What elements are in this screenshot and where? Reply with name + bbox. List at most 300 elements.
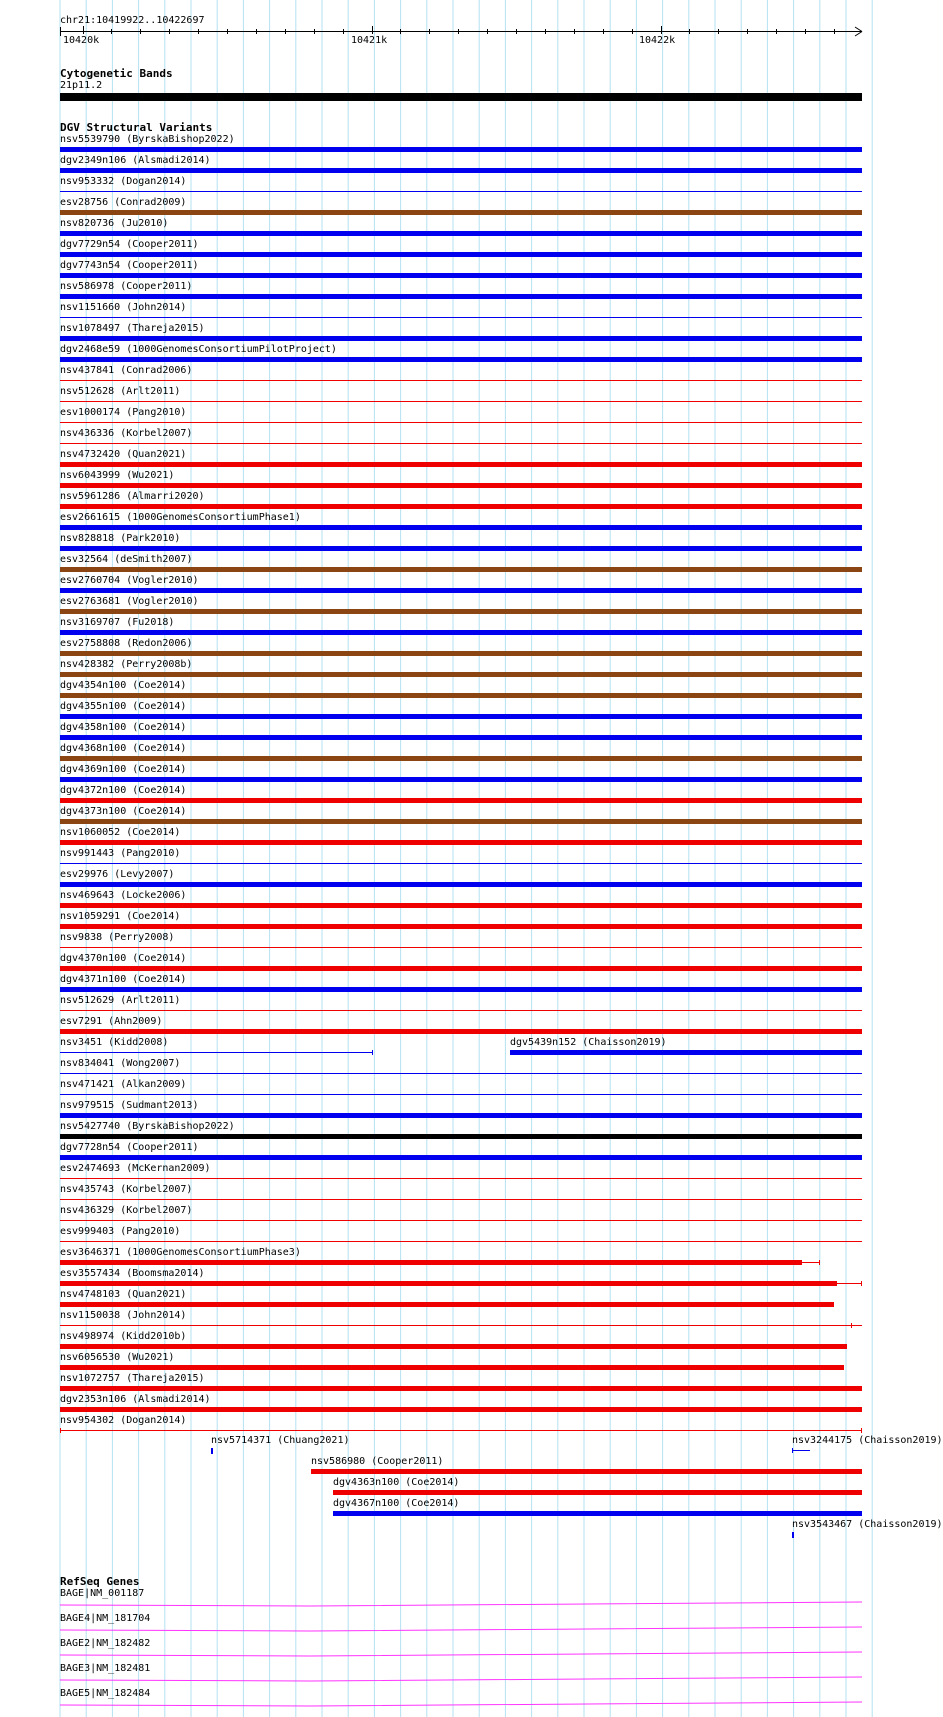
variant-bar[interactable]: [60, 609, 862, 614]
variant-label: [60, 1016, 162, 1028]
variant-id: nsv820736: [60, 218, 115, 229]
variant-bar[interactable]: [60, 1073, 862, 1074]
variant-study: (Cooper2011): [120, 260, 199, 271]
variant-id: dgv4371n100: [60, 974, 127, 985]
ruler-arrow: [855, 27, 862, 32]
variant-id: nsv512628: [60, 386, 115, 397]
variant-id: dgv4373n100: [60, 806, 127, 817]
variant-label: [60, 995, 180, 1007]
variant-bar[interactable]: [60, 1430, 862, 1431]
variant-id: nsv469643: [60, 890, 115, 901]
variant-bar[interactable]: [60, 252, 862, 257]
variant-id: esv2661615: [60, 512, 121, 523]
variant-bar[interactable]: [60, 756, 862, 761]
variant-study: (Cooper2011): [114, 281, 193, 292]
variant-bar[interactable]: [60, 714, 862, 719]
variant-bar[interactable]: [60, 1241, 862, 1242]
variant-id: nsv1151660: [60, 302, 121, 313]
gene-accession: |NM_001187: [84, 1588, 145, 1599]
variant-study: (Perry2008b): [114, 659, 193, 670]
variant-id: nsv1060052: [60, 827, 121, 838]
variant-bar-cap: [372, 1050, 373, 1055]
variant-bar[interactable]: [60, 840, 862, 845]
variant-label: [60, 701, 186, 713]
variant-id: nsv437841: [60, 365, 115, 376]
variant-id: dgv2349n106: [60, 155, 127, 166]
variant-id: dgv2468e59: [60, 344, 121, 355]
variant-study: (Wu2021): [120, 470, 175, 481]
variant-label: [60, 260, 199, 272]
variant-bar[interactable]: [60, 1344, 847, 1349]
variant-label: [60, 365, 192, 377]
variant-bar[interactable]: [60, 1029, 862, 1034]
variant-bar[interactable]: [333, 1490, 862, 1495]
variant-label: [60, 407, 186, 419]
variant-study: (Chaisson2019): [576, 1037, 667, 1048]
variant-id: nsv1150038: [60, 1310, 121, 1321]
variant-bar[interactable]: [60, 1178, 862, 1179]
variant-label: [60, 512, 301, 524]
variant-id: esv3557434: [60, 1268, 121, 1279]
variant-bar[interactable]: [60, 777, 862, 782]
variant-id: dgv4358n100: [60, 722, 127, 733]
variant-label: [60, 617, 174, 629]
variant-label: [333, 1498, 459, 1510]
variant-study: (ByrskaBishop2022): [120, 134, 235, 145]
variant-bar-cap: [792, 1448, 793, 1453]
variant-label: [60, 1268, 205, 1280]
range-label: chr21:10419922..10422697: [60, 15, 205, 26]
variant-bar[interactable]: [60, 191, 862, 192]
variant-label: [60, 848, 180, 860]
variant-id: dgv4363n100: [333, 1477, 400, 1488]
variant-study: (Coe2014): [126, 743, 187, 754]
variant-label: [60, 764, 186, 776]
variant-label: [60, 197, 186, 209]
variant-study: (Dogan2014): [114, 1415, 187, 1426]
variant-bar[interactable]: [60, 1386, 862, 1391]
variant-bar[interactable]: [60, 1220, 862, 1221]
variant-label: [60, 1247, 301, 1259]
gene-accession: |NM_182481: [90, 1663, 151, 1674]
variant-study: (Korbel2007): [114, 428, 193, 439]
variant-bar[interactable]: [60, 1199, 862, 1200]
variant-study: (John2014): [120, 1310, 187, 1321]
variant-bar[interactable]: [60, 504, 862, 509]
variant-id: nsv1059291: [60, 911, 121, 922]
cytoband-label: 21p11.2: [60, 80, 103, 91]
variant-bar[interactable]: [60, 1134, 862, 1139]
variant-label: [60, 470, 174, 482]
variant-study: (Wong2007): [114, 1058, 181, 1069]
variant-study: (Coe2014): [399, 1477, 460, 1488]
variant-study: (Vogler2010): [120, 575, 199, 586]
variant-study: (Alkan2009): [114, 1079, 187, 1090]
variant-study: (Coe2014): [126, 806, 187, 817]
variant-id: nsv834041: [60, 1058, 115, 1069]
variant-bar[interactable]: [60, 546, 862, 551]
variant-study: (Coe2014): [120, 827, 181, 838]
variant-id: esv3646371: [60, 1247, 121, 1258]
gene-model[interactable]: [0, 1626, 890, 1634]
variant-study: (Arlt2011): [114, 995, 181, 1006]
variant-id: dgv7728n54: [60, 1142, 121, 1153]
variant-id: dgv4367n100: [333, 1498, 400, 1509]
variant-study: (1000GenomesConsortiumPhase3): [120, 1247, 301, 1258]
variant-study: (Chaisson2019): [852, 1435, 943, 1446]
gene-model[interactable]: [0, 1651, 890, 1659]
variant-label: [60, 1100, 198, 1112]
variant-label: [60, 1079, 186, 1091]
variant-study: (Wu2021): [120, 1352, 175, 1363]
variant-id: nsv4732420: [60, 449, 121, 460]
variant-study: (Sudmant2013): [114, 1100, 199, 1111]
gene-accession: |NM_181704: [90, 1613, 151, 1624]
variant-bar[interactable]: [60, 1365, 844, 1370]
variant-label: [60, 155, 211, 167]
variant-study: (Korbel2007): [114, 1184, 193, 1195]
variant-id: dgv4370n100: [60, 953, 127, 964]
variant-bar[interactable]: [60, 1155, 862, 1160]
variant-bar[interactable]: [60, 1407, 862, 1412]
variant-label: [60, 323, 205, 335]
variant-label: [60, 1373, 205, 1385]
variant-bar[interactable]: [60, 588, 862, 593]
variant-bar[interactable]: [60, 966, 862, 971]
dgv-track-title: DGV Structural Variants: [60, 121, 213, 134]
variant-label: [60, 1394, 211, 1406]
variant-label: [60, 1142, 199, 1154]
variant-bar[interactable]: [60, 798, 862, 803]
gene-accession: |NM_182482: [90, 1638, 151, 1649]
variant-study: (Almarri2020): [120, 491, 205, 502]
variant-bar[interactable]: [60, 231, 862, 236]
gene-symbol: BAGE4: [60, 1613, 91, 1624]
variant-study: (Ju2010): [114, 218, 169, 229]
variant-id: nsv512629: [60, 995, 115, 1006]
variant-label: [60, 827, 180, 839]
variant-bar-cap: [851, 1323, 852, 1328]
variant-bar[interactable]: [60, 651, 862, 656]
variant-id: nsv586978: [60, 281, 115, 292]
variant-study: (Redon2006): [120, 638, 193, 649]
gene-intron-line: [60, 1677, 862, 1681]
variant-study: (Thareja2015): [120, 1373, 205, 1384]
variant-study: (Coe2014): [126, 722, 187, 733]
variant-bar[interactable]: [60, 987, 862, 992]
gene-label: [60, 1638, 150, 1650]
variant-id: esv999403: [60, 1226, 115, 1237]
variant-bar[interactable]: [792, 1532, 794, 1538]
variant-id: nsv5427740: [60, 1121, 121, 1132]
variant-id: nsv979515: [60, 1100, 115, 1111]
variant-study: (Park2010): [114, 533, 181, 544]
variant-id: nsv3244175: [792, 1435, 853, 1446]
variant-label: [60, 575, 199, 587]
variant-study: (Pang2010): [120, 407, 187, 418]
variant-id: nsv436329: [60, 1205, 115, 1216]
variant-bar-cap: [861, 1428, 862, 1433]
variant-label: [333, 1477, 459, 1489]
variant-label: [60, 302, 186, 314]
variant-bar[interactable]: [60, 294, 862, 299]
variant-id: nsv5714371: [211, 1435, 272, 1446]
variant-bar-cap: [861, 1281, 862, 1286]
variant-study: (Conrad2009): [108, 197, 187, 208]
variant-label: [60, 344, 337, 356]
gene-accession: |NM_182484: [90, 1688, 151, 1699]
gene-symbol: BAGE5: [60, 1688, 91, 1699]
variant-label: [60, 1415, 186, 1427]
variant-bar[interactable]: [60, 525, 862, 530]
variant-study: (Alsmadi2014): [126, 155, 211, 166]
variant-study: (Boomsma2014): [120, 1268, 205, 1279]
cytoband-track-title: Cytogenetic Bands: [60, 67, 173, 80]
variant-label: [60, 1310, 186, 1322]
variant-label: [60, 596, 199, 608]
variant-bar[interactable]: [60, 924, 862, 929]
variant-bar[interactable]: [211, 1448, 213, 1454]
variant-id: nsv6056530: [60, 1352, 121, 1363]
variant-bar[interactable]: [60, 462, 862, 467]
variant-id: nsv991443: [60, 848, 115, 859]
variant-bar[interactable]: [60, 1325, 862, 1326]
variant-bar[interactable]: [60, 1010, 862, 1011]
variant-id: esv2758808: [60, 638, 121, 649]
gene-model[interactable]: [0, 1701, 890, 1709]
variant-id: esv29976: [60, 869, 109, 880]
variant-bar-tail[interactable]: [802, 1262, 820, 1263]
variant-id: nsv5539790: [60, 134, 121, 145]
variant-label: [60, 239, 199, 251]
variant-bar[interactable]: [60, 1260, 802, 1265]
variant-study: (Coe2014): [399, 1498, 460, 1509]
variant-study: (Dogan2014): [114, 176, 187, 187]
gene-intron-line: [60, 1702, 862, 1706]
variant-study: (Pang2010): [114, 1226, 181, 1237]
variant-bar[interactable]: [60, 1094, 862, 1095]
variant-id: esv28756: [60, 197, 109, 208]
variant-label: [60, 533, 180, 545]
variant-bar[interactable]: [60, 819, 862, 824]
variant-bar[interactable]: [60, 168, 862, 173]
variant-label: [60, 554, 192, 566]
variant-id: dgv4354n100: [60, 680, 127, 691]
variant-bar[interactable]: [60, 735, 862, 740]
variant-label: [60, 449, 186, 461]
variant-study: (deSmith2007): [108, 554, 193, 565]
variant-bar-cap: [60, 1428, 61, 1433]
variant-bar[interactable]: [60, 672, 862, 677]
refseq-track-title: RefSeq Genes: [60, 1575, 140, 1588]
variant-study: (Chaisson2019): [852, 1519, 943, 1530]
gene-label: [60, 1588, 144, 1600]
variant-label: [792, 1519, 943, 1531]
variant-bar[interactable]: [792, 1450, 810, 1451]
variant-id: nsv3543467: [792, 1519, 853, 1530]
variant-id: nsv6043999: [60, 470, 121, 481]
variant-label: [60, 176, 186, 188]
tick-label-10421k: 10421k: [351, 35, 388, 46]
variant-bar-tail[interactable]: [837, 1283, 862, 1284]
variant-bar[interactable]: [60, 357, 862, 362]
variant-label: [60, 869, 174, 881]
variant-study: (Quan2021): [120, 449, 187, 460]
gene-label: [60, 1663, 150, 1675]
variant-id: nsv4748103: [60, 1289, 121, 1300]
gene-model[interactable]: [0, 1676, 890, 1684]
variant-bar[interactable]: [60, 443, 862, 444]
variant-study: (Coe2014): [126, 680, 187, 691]
variant-study: (Cooper2011): [120, 1142, 199, 1153]
variant-id: esv7291: [60, 1016, 103, 1027]
variant-bar[interactable]: [510, 1050, 862, 1055]
variant-study: (Arlt2011): [114, 386, 181, 397]
variant-id: nsv828818: [60, 533, 115, 544]
variant-id: esv32564: [60, 554, 109, 565]
variant-id: dgv4369n100: [60, 764, 127, 775]
variant-id: nsv9838: [60, 932, 103, 943]
variant-study: (Cooper2011): [365, 1456, 444, 1467]
variant-label: [60, 491, 205, 503]
variant-label: [60, 1163, 211, 1175]
variant-bar[interactable]: [60, 903, 862, 908]
variant-bar[interactable]: [60, 210, 862, 215]
variant-label: [60, 1289, 186, 1301]
variant-label: [60, 932, 174, 944]
variant-bar[interactable]: [60, 147, 862, 152]
variant-label: [60, 218, 168, 230]
variant-bar[interactable]: [60, 273, 862, 278]
variant-bar[interactable]: [60, 483, 862, 488]
variant-id: dgv4368n100: [60, 743, 127, 754]
variant-label: [60, 1331, 186, 1343]
variant-study: (Pang2010): [114, 848, 181, 859]
variant-id: nsv3169707: [60, 617, 121, 628]
variant-id: dgv4355n100: [60, 701, 127, 712]
variant-label: [60, 722, 186, 734]
variant-id: nsv436336: [60, 428, 115, 439]
variant-study: (Perry2008): [102, 932, 175, 943]
gene-model[interactable]: [0, 1601, 890, 1609]
variant-study: (Coe2014): [126, 974, 187, 985]
variant-id: nsv471421: [60, 1079, 115, 1090]
variant-bar[interactable]: [60, 693, 862, 698]
variant-label: [60, 680, 186, 692]
variant-id: nsv954302: [60, 1415, 115, 1426]
variant-id: nsv953332: [60, 176, 115, 187]
gene-intron-line: [60, 1627, 862, 1631]
variant-id: nsv3451: [60, 1037, 103, 1048]
variant-bar[interactable]: [60, 422, 862, 423]
variant-study: (Levy2007): [108, 869, 175, 880]
variant-study: (Fu2018): [120, 617, 175, 628]
variant-study: (1000GenomesConsortiumPhase1): [120, 512, 301, 523]
variant-bar[interactable]: [333, 1511, 862, 1516]
variant-label: [60, 806, 186, 818]
variant-study: (Coe2014): [126, 701, 187, 712]
variant-bar[interactable]: [60, 401, 862, 402]
variant-id: nsv428382: [60, 659, 115, 670]
gene-intron-line: [60, 1602, 862, 1606]
variant-study: (Chuang2021): [271, 1435, 350, 1446]
variant-label: [60, 1121, 235, 1133]
variant-study: (Thareja2015): [120, 323, 205, 334]
variant-study: (1000GenomesConsortiumPilotProject): [120, 344, 337, 355]
ruler[interactable]: [0, 0, 890, 50]
variant-label: [60, 428, 192, 440]
variant-study: (Coe2014): [126, 785, 187, 796]
variant-study: (McKernan2009): [120, 1163, 211, 1174]
variant-study: (John2014): [120, 302, 187, 313]
variant-label: [60, 134, 235, 146]
variant-study: (Ahn2009): [102, 1016, 163, 1027]
variant-id: esv2760704: [60, 575, 121, 586]
variant-bar[interactable]: [60, 336, 862, 341]
variant-label: [211, 1435, 350, 1447]
variant-id: dgv2353n106: [60, 1394, 127, 1405]
variant-bar[interactable]: [60, 882, 862, 887]
variant-label: [60, 785, 186, 797]
variant-id: nsv5961286: [60, 491, 121, 502]
variant-id: esv2474693: [60, 1163, 121, 1174]
variant-bar[interactable]: [60, 380, 862, 381]
variant-label: [60, 953, 186, 965]
variant-bar-cap: [819, 1260, 820, 1265]
variant-bar[interactable]: [60, 630, 862, 635]
gene-label: [60, 1613, 150, 1625]
gene-label: [60, 1688, 150, 1700]
variant-id: dgv5439n152: [510, 1037, 577, 1048]
variant-study: (Coe2014): [126, 953, 187, 964]
gene-symbol: BAGE: [60, 1588, 85, 1599]
variant-bar[interactable]: [60, 947, 862, 948]
variant-label: [311, 1456, 443, 1468]
variant-id: nsv1072757: [60, 1373, 121, 1384]
variant-label: [60, 1226, 180, 1238]
variant-id: nsv435743: [60, 1184, 115, 1195]
variant-label: [60, 911, 180, 923]
variant-label: [60, 1352, 174, 1364]
tick-label-10420k: 10420k: [63, 35, 100, 46]
variant-label: [60, 1184, 192, 1196]
variant-bar[interactable]: [60, 567, 862, 572]
variant-label: [60, 890, 186, 902]
variant-study: (Locke2006): [114, 890, 187, 901]
cytoband-bar[interactable]: [60, 93, 862, 101]
variant-label: [60, 1037, 168, 1049]
variant-study: (ByrskaBishop2022): [120, 1121, 235, 1132]
gene-intron-line: [60, 1652, 862, 1656]
variant-bar[interactable]: [60, 1281, 837, 1286]
variant-id: esv2763681: [60, 596, 121, 607]
variant-label: [60, 281, 192, 293]
variant-id: nsv1078497: [60, 323, 121, 334]
variant-bar[interactable]: [311, 1469, 862, 1474]
variant-label: [60, 974, 186, 986]
variant-bar[interactable]: [60, 863, 862, 864]
variant-study: (Quan2021): [120, 1289, 187, 1300]
variant-bar[interactable]: [60, 317, 862, 318]
variant-id: dgv4372n100: [60, 785, 127, 796]
variant-bar[interactable]: [60, 1302, 834, 1307]
variant-id: dgv7729n54: [60, 239, 121, 250]
variant-study: (Coe2014): [126, 764, 187, 775]
variant-study: (Korbel2007): [114, 1205, 193, 1216]
variant-id: nsv586980: [311, 1456, 366, 1467]
variant-bar[interactable]: [60, 1113, 862, 1118]
variant-bar[interactable]: [60, 1052, 372, 1053]
